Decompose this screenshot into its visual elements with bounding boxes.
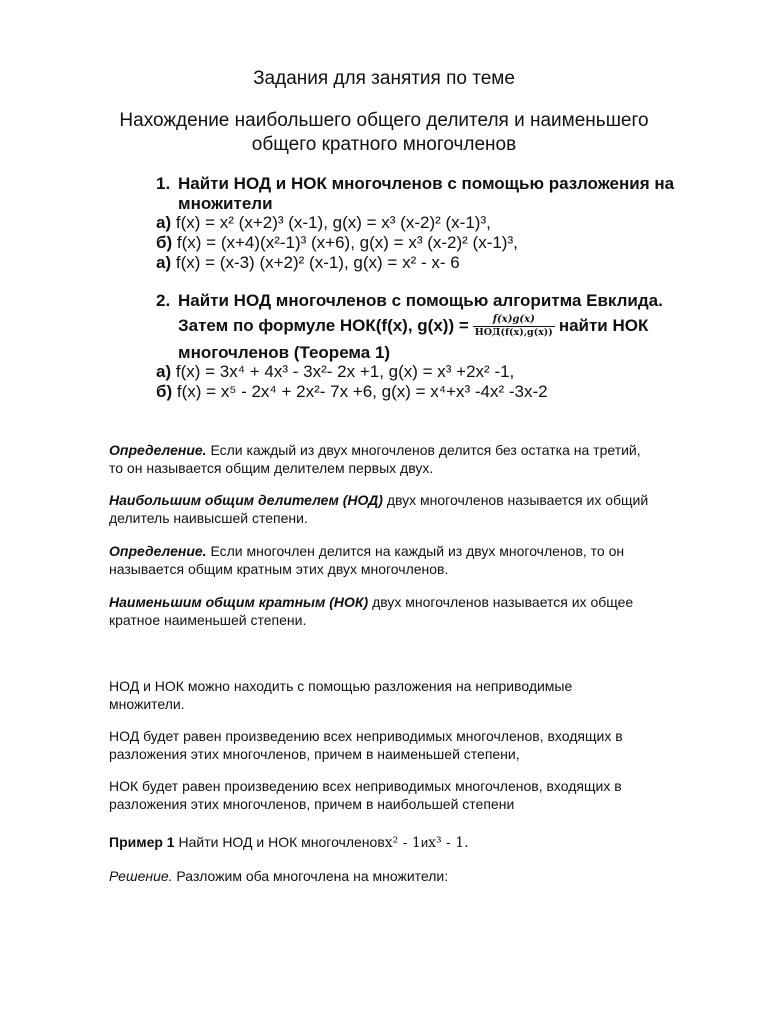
task1-item-a: [156, 213, 491, 233]
task2-heading-line2: [178, 310, 648, 342]
paragraph-line: множители.: [109, 696, 185, 712]
example-text: Найти НОД и НОК многочленов: [174, 834, 385, 850]
paragraph-line: разложения этих многочленов, причем в наименьшей степени,: [109, 746, 520, 762]
item-label: б): [156, 382, 173, 401]
paragraph-nod: [109, 727, 623, 763]
polynomial-2: x³ - 1.: [428, 835, 469, 851]
definition-text-cont: называется общим кратным этих двух многочленов.: [109, 561, 449, 577]
paragraph-nok: [109, 777, 622, 813]
definition-2: [109, 491, 648, 527]
item-label: б): [156, 233, 173, 252]
task2-item-a: [156, 362, 514, 382]
g-expression: g(x) = x³ (x-2)² (x-1)³,: [327, 213, 491, 232]
fraction-numerator: f(x)g(x): [492, 314, 535, 326]
definition-text: Если многочлен делится на каждый из двух многочленов, то он: [206, 543, 625, 559]
paragraph-line: НОД и НОК можно находить с помощью разложения на неприводимые: [109, 678, 573, 694]
task1-item-b: [156, 233, 518, 253]
topic-title-line1: Нахождение наибольшего общего делителя и наименьшего: [119, 110, 649, 131]
formula-suffix: найти НОК: [558, 316, 649, 335]
task1-item-c: [156, 253, 460, 273]
g-expression: g(x) = x² - x- 6: [348, 253, 460, 272]
item-label: а): [156, 213, 172, 232]
page-title: Задания для занятия по теме: [253, 68, 515, 89]
topic-title-line2: общего кратного многочленов: [251, 134, 517, 155]
definition-text: двух многочленов называется их общее: [368, 594, 634, 610]
item-label: а): [156, 253, 172, 272]
solution-label: Решение.: [109, 868, 173, 884]
definition-text: Если каждый из двух многочленов делится без остатка на третий,: [206, 442, 641, 458]
example-label: Пример 1: [109, 834, 175, 850]
f-expression: f(x) = (x+4)(x²-1)³ (x+6),: [176, 233, 355, 252]
definition-1: [109, 441, 641, 477]
example-1: [109, 833, 469, 852]
nok-formula-fraction: [473, 314, 555, 339]
item-label: а): [156, 362, 172, 381]
g-expression: g(x) = x³ (x-2)² (x-1)³,: [354, 233, 518, 252]
paragraph-line: разложения этих многочленов, причем в наибольшей степени: [109, 796, 515, 812]
definition-4: [109, 593, 633, 629]
solution-line: [109, 867, 448, 885]
polynomial-1: x² - 1: [384, 835, 421, 851]
definition-text: двух многочленов называется их общий: [382, 492, 649, 508]
f-expression: f(x) = x² (x+2)³ (x-1),: [175, 213, 328, 232]
fraction-denominator: НОД(f(x),g(x)): [474, 327, 553, 339]
item-expression: f(x) = x⁵ - 2x⁴ + 2x²- 7x +6, g(x) = x⁴+x³ -4x² -3x-2: [176, 382, 548, 401]
task2-number: 2.: [156, 291, 171, 310]
task1-number: 1.: [156, 174, 171, 193]
definition-term: Определение.: [109, 442, 207, 458]
definition-term: Наибольшим общим делителем (НОД): [109, 492, 383, 508]
task2-item-b: [156, 382, 548, 402]
definition-text-cont: делитель наивысшей степени.: [109, 510, 308, 526]
solution-text: Разложим оба многочлена на множители:: [172, 868, 449, 884]
definition-text-cont: то он называется общим делителем первых двух.: [109, 460, 434, 476]
conjunction: и: [420, 835, 429, 850]
item-expression: f(x) = 3x⁴ + 4x³ - 3x²- 2x +1, g(x) = x³ +2x² -1,: [175, 362, 515, 381]
definition-term: Определение.: [109, 543, 207, 559]
definition-term: Наименьшим общим кратным (НОК): [109, 594, 369, 610]
f-expression: f(x) = (x-3) (x+2)² (x-1),: [175, 253, 349, 272]
paragraph-line: НОК будет равен произведению всех неприводимых многочленов, входящих в: [109, 778, 622, 794]
task2-heading-line1: Найти НОД многочленов с помощью алгоритма Евклида.: [178, 291, 663, 310]
formula-prefix: Затем по формуле НОК(f(x), g(x)) =: [178, 316, 469, 335]
task1-heading-line2: множители: [178, 194, 273, 213]
task1-heading-line1: Найти НОД и НОК многочленов с помощью разложения на: [178, 174, 675, 193]
paragraph-method: [109, 677, 572, 713]
task2-heading-line3: многочленов (Теорема 1): [178, 343, 391, 362]
definition-3: [109, 542, 624, 578]
paragraph-line: НОД будет равен произведению всех неприводимых многочленов, входящих в: [109, 728, 623, 744]
definition-text-cont: кратное наименьшей степени.: [109, 612, 307, 628]
